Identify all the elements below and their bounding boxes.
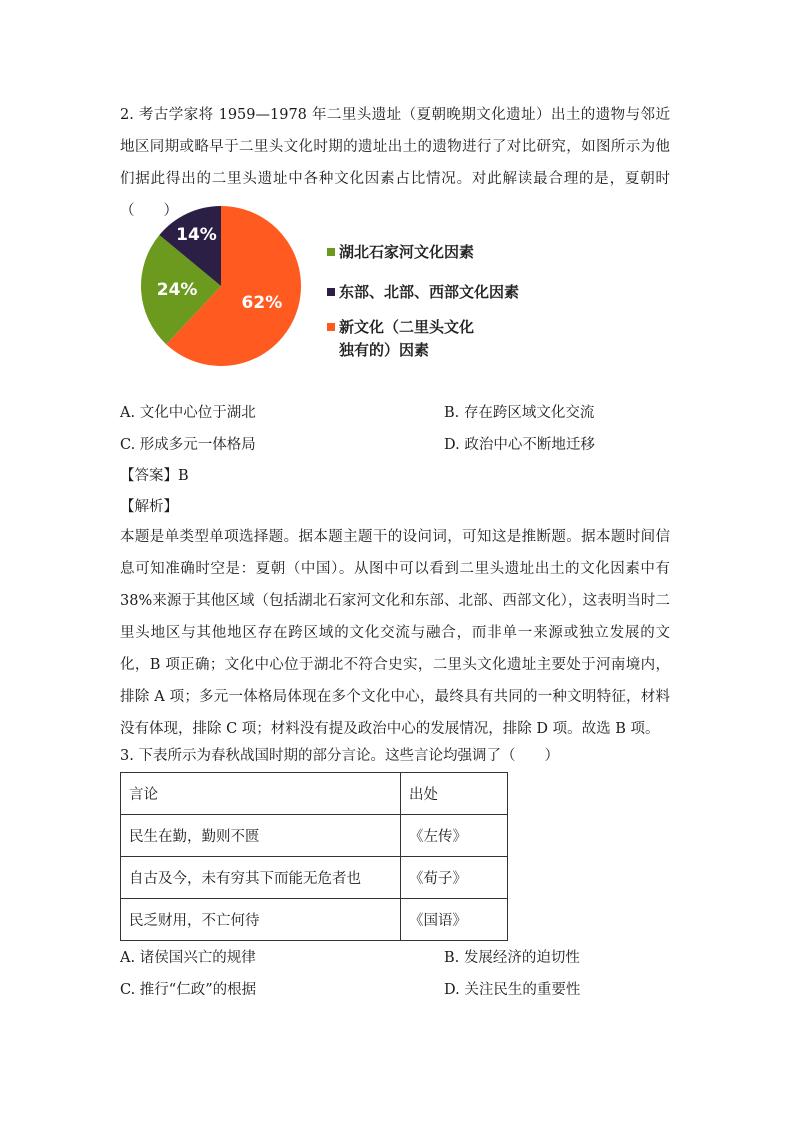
quotes-table: [120, 772, 508, 941]
pie-slice-label-2: 62%: [241, 293, 283, 314]
table-cell: 《荀子》: [401, 857, 508, 899]
legend-swatch-1: [327, 288, 335, 296]
legend-label-2-line1: 新文化（二里头文化: [339, 318, 475, 336]
q2-option-d[interactable]: D. 政治中心不断地迁移: [444, 437, 595, 453]
legend-label-1: 东部、北部、西部文化因素: [339, 283, 520, 301]
q2-analysis: 本题是单类型单项选择题。据本题主题干的设问词，可知这是推断题。据本题时间信息可知准确时空是：夏朝（中国）。从图中可以看到二里头遗址出土的文化因素中有 38%来源于其他区域（包括湖北石家河文化和东部、北部、西部文化），这表明当时二里头地区与其他地区存在跨区域的文化交流与融合，而非单一来源或独立发展的文化，B 项正确；文化中心位于湖北不符合史实，二里头文化遗址主要处于河南境内，排除 A 项；多元一体格局体现在多个文化中心，最终具有共同的一种文明特征，材料没有体现，排除 C 项；材料没有提及政治中心的发展情况，排除 D 项。故选 B 项。: [120, 529, 670, 737]
legend-swatch-2: [327, 323, 335, 331]
q2-option-c[interactable]: C. 形成多元一体格局: [120, 437, 256, 453]
table-row: [121, 899, 508, 941]
table-cell: 《国语》: [401, 899, 508, 941]
table-cell: 民生在勤，勤则不匮: [121, 815, 401, 857]
question-3-stem: 3. 下表所示为春秋战国时期的部分言论。这些言论均强调了（ ）: [120, 748, 559, 764]
pie-slice-label-1: 14%: [176, 224, 217, 245]
legend-label-2-line2: 独有的）因素: [339, 341, 430, 359]
table-header-cell: 言论: [121, 773, 401, 815]
q3-option-b[interactable]: B. 发展经济的迫切性: [444, 950, 580, 966]
legend-swatch-0: [327, 248, 335, 256]
q2-option-b[interactable]: B. 存在跨区域文化交流: [444, 405, 595, 421]
question-2-stem: 2. 考古学家将 1959—1978 年二里头遗址（夏朝晚期文化遗址）出土的遗物与邻近地区同期或略早于二里头文化时期的遗址出土的遗物进行了对比研究，如图所示为他们据此得出的二里头遗址中各种文化因素占比情况。对此解读最合理的是，夏朝时（ ）: [120, 107, 670, 219]
q3-option-a[interactable]: A. 诸侯国兴亡的规律: [120, 950, 256, 966]
q2-answer: 【答案】B: [120, 468, 189, 484]
pie-chart: [118, 200, 538, 390]
table-cell: 《左传》: [401, 815, 508, 857]
q3-option-d[interactable]: D. 关注民生的重要性: [444, 982, 581, 998]
table-header-row: [121, 773, 508, 815]
table-header-cell: 出处: [401, 773, 508, 815]
table-cell: 民乏财用，不亡何待: [121, 899, 401, 941]
legend-label-0: 湖北石家河文化因素: [339, 243, 475, 261]
q3-option-c[interactable]: C. 推行“仁政”的根据: [120, 982, 257, 998]
table-row: [121, 815, 508, 857]
table-row: [121, 857, 508, 899]
q2-analysis-heading: 【解析】: [120, 499, 178, 515]
pie-slice-label-0: 24%: [156, 279, 198, 300]
table-cell: 自古及今，未有穷其下而能无危者也: [121, 857, 401, 899]
q2-option-a[interactable]: A. 文化中心位于湖北: [120, 405, 256, 421]
